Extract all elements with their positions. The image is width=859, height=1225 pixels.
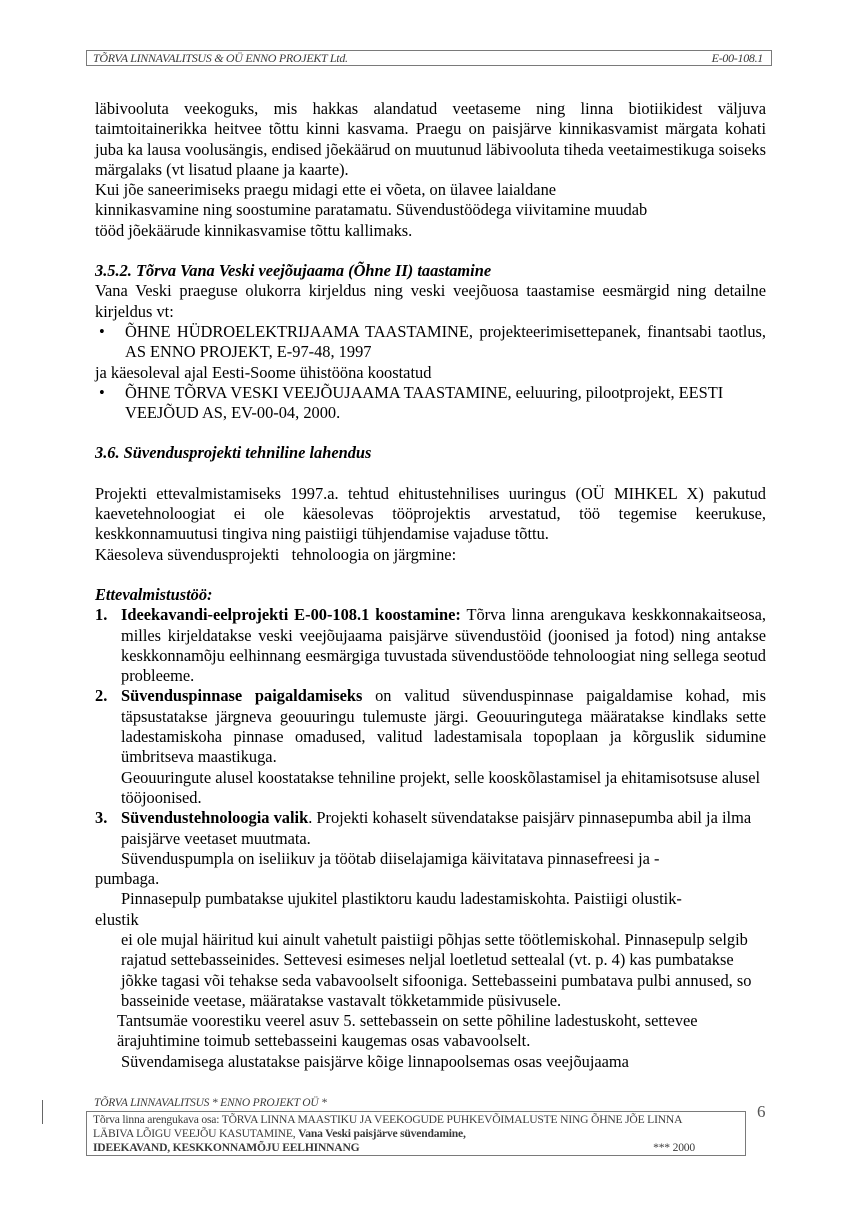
intro-paragraph: läbivooluta veekoguks, mis hakkas alandatud veetaseme ning linna biotiikidest väljuva taimtoitainerikka heitvee tõttu kinni kasvama. Praegu on paisjärve kinnikasvamist märgata kohati juba ka lausa voolusängis, endised jõekäärud on muutunud läbivooluta tiheda veetaimestikuga soiseks märgalaks (vt lisatud plaane ja kaarte).	[95, 99, 766, 179]
item-bold-lead: Ideekavandi-eelprojekti E-00-108.1 koostamine:	[121, 605, 461, 625]
item-bold-lead: Süvendustehnoloogia valik	[121, 808, 309, 828]
page-number: 6	[757, 1102, 766, 1121]
section-352-paragraph: Vana Veski praeguse olukorra kirjeldus ning veski veejõuosa taastamise eesmärgid ning detailne kirjeldus vt:	[95, 281, 766, 321]
bullet-icon: •	[99, 382, 105, 402]
footer-line-2-bold: Vana Veski paisjärve süvendamine,	[298, 1127, 466, 1140]
item-text: Tõrva linna arengukava keskkonnakaitseosa, milles kirjeldatakse veski veejõujaama paisjärve süvendustöid (joonised ja fotod) ning antakse keskkonnamõju eelhinnang eesmärgiga tuvustada süvendustööde tehnoloogiat ning sellega seotud probleeme.	[121, 605, 766, 686]
bullet-item	[95, 322, 766, 363]
bullet-item	[95, 383, 766, 424]
item-text: . Projekti kohaselt süvendatakse paisjärv pinnasepumba abil ja ilma paisjärve veetaset muutmata.	[121, 808, 752, 848]
item-3-para-3: ei ole mujal häiritud kui ainult vahetult paistiigi põhjas sette töötlemiskohal. Pinnasepulp selgib rajatud settebasseinides. Settevesi esimeses neljal loetletud settealal (vt. p. 4) kas pumbatakse jõkke tagasi või tehakse seda vabavoolselt sifooniga. Settebasseini pumbatava pulbi annused, so basseinide veetase, määratakse vastavalt tökketammide püsivusele.	[121, 929, 752, 1010]
item-number: 1.	[95, 605, 108, 625]
footer-line-2: LÄBIVA LÕIGU VEEJÕU KASUTAMINE,	[93, 1127, 299, 1140]
footer-box	[86, 1111, 746, 1156]
item-3-para-1b: pumbaga.	[95, 869, 160, 889]
intro-paragraph-2: Kui jõe saneerimiseks praegu midagi ette ei võeta, on ülavee laialdane kinnikasvamine ning soostumine paratamatu. Süvendustöödega viivitamine muudab tööd jõekäärude kinnikasvamise tõttu kallimaks.	[95, 180, 648, 240]
footer-year: *** 2000	[653, 1141, 695, 1154]
bullet-icon: •	[99, 321, 105, 341]
section-36-paragraph: Projekti ettevalmistamiseks 1997.a. tehtud ehitustehnilises uuringus (OÜ MIHKEL X) pakutud kaevetehnoloogiat ei ole käesolevas tööprojektis arvestatud, töö tegemise keerukuse, keskkonnamuutusi tingiva ning paistiigi tühjendamise vajaduse tõttu.	[95, 483, 766, 544]
page-header	[86, 50, 772, 66]
subheading-preparation: Ettevalmistustöö:	[95, 584, 213, 604]
between-bullets-text: ja käesoleval ajal Eesti-Soome ühistööna koostatud	[95, 362, 432, 382]
section-36-paragraph-2: Käesoleva süvendusprojekti tehnoloogia on järgmine:	[95, 544, 457, 564]
item-number: 2.	[95, 686, 108, 706]
footer-title: TÕRVA LINNAVALITSUS * ENNO PROJEKT OÜ *	[94, 1097, 327, 1109]
section-heading-36: 3.6. Süvendusprojekti tehniline lahendus	[95, 443, 372, 463]
document-body	[95, 99, 766, 1072]
footer-line-1: Tõrva linna arengukava osa: TÕRVA LINNA MAASTIKU JA VEEKOGUDE PUHKEVÕIMALUSTE NING ÕHNE JÕE LINNA	[93, 1113, 683, 1126]
numbered-item-3	[95, 808, 766, 849]
numbered-item-1	[95, 605, 766, 686]
item-3-para-2b: elustik	[95, 909, 139, 929]
header-doc-code: E-00-108.1	[711, 50, 763, 65]
bullet-text: ÕHNE TÕRVA VESKI VEEJÕUJAAMA TAASTAMINE, eeluuring, pilootprojekt, EESTI VEEJÕUD AS, EV-00-04, 2000.	[125, 382, 724, 423]
footer-line-3-bold: IDEEKAVAND, KESKKONNAMÕJU EELHINNANG	[93, 1141, 360, 1154]
item-2-extra: Geouuringute alusel koostatakse tehniline projekt, selle kooskõlastamisel ja ehitamisotsuse alusel tööjoonised.	[121, 767, 761, 807]
header-org: TÕRVA LINNAVALITSUS & OÜ ENNO PROJEKT Ltd.	[93, 50, 348, 65]
item-text: on valitud süvenduspinnase paigaldamise kohad, mis täpsustatakse järgneva geouuringu tulemuste järgi. Geouuringutega määratakse kindlaks sette ladestamiskoha pinnase omadused, valitud ladestamisala topoplaan ja kõrguslik sidumine ümbritseva maastikuga.	[121, 686, 766, 767]
item-3-para-1a: Süvenduspumpla on iseliikuv ja töötab diiselajamiga käivitatava pinnasefreesi ja -	[121, 848, 660, 868]
bullet-text: ÕHNE HÜDROELEKTRIJAAMA TAASTAMINE, projekteerimisettepanek, finantsabi taotlus, AS ENNO PROJEKT, E-97-48, 1997	[125, 321, 766, 362]
item-number: 3.	[95, 808, 108, 828]
numbered-item-2	[95, 686, 766, 767]
item-bold-lead: Süvenduspinnase paigaldamiseks	[121, 686, 363, 706]
change-bar	[42, 1100, 43, 1124]
item-3-para-2a: Pinnasepulp pumbatakse ujukitel plastiktoru kaudu ladestamiskohta. Paistiigi olustik-	[121, 889, 682, 909]
item-3-para-4: Tantsumäe voorestiku veerel asuv 5. settebassein on sette põhiline ladestuskoht, settevee ärajuhtimine toimub settebasseini kaugemas osas vabavoolselt.	[117, 1011, 698, 1051]
item-3-para-5: Süvendamisega alustatakse paisjärve kõige linnapoolsemas osas veejõujaama	[121, 1051, 629, 1071]
section-heading-352: 3.5.2. Tõrva Vana Veski veejõujaama (Õhne II) taastamine	[95, 261, 492, 281]
